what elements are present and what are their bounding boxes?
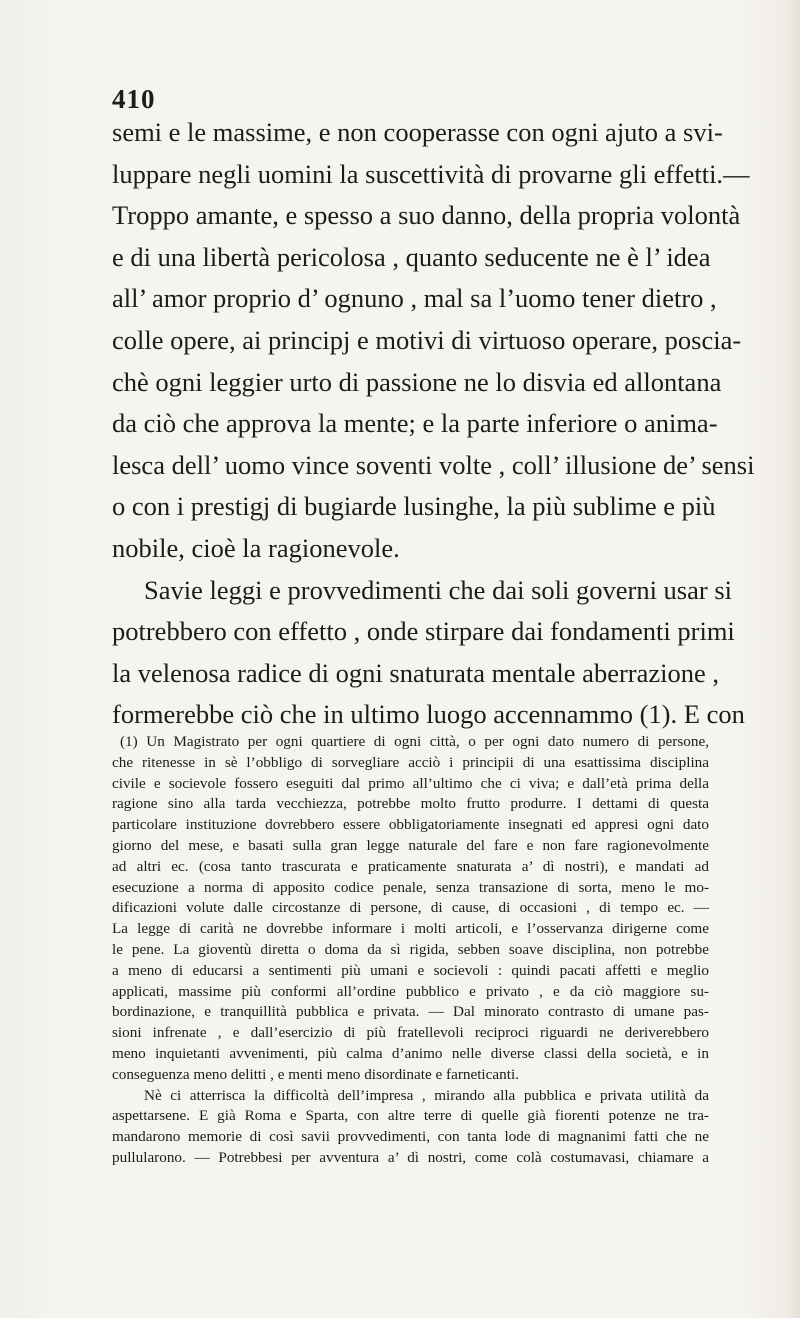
footnote-line: aspettarsene. E già Roma e Sparta, con altre terre di quelle già fiorenti potenze ne tra- bbox=[112, 1107, 709, 1125]
body-line: Savie leggi e provvedimenti che dai soli governi usar si bbox=[144, 574, 733, 605]
footnote-line: le pene. La gioventù diretta o doma da sì rigida, sebben soave disciplina, non potrebbe bbox=[112, 940, 709, 958]
footnote-line: (1) Un Magistrato per ogni quartiere di ogni città, o per ogni dato numero di persone, bbox=[120, 733, 709, 750]
footnote-line: mandarono memorie di così savii provvedimenti, con tanta lode di magnanimi fatti che ne bbox=[112, 1128, 709, 1146]
body-line: Troppo amante, e spesso a suo danno, della propria volontà bbox=[112, 200, 741, 231]
footnote-line: esecuzione a norma di apposito codice penale, senza transazione di sorta, meno le mo- bbox=[112, 878, 709, 896]
footnote-line: pullularono. — Potrebbesi per avventura a’ dì nostri, come colà costumavasi, chiamare a bbox=[112, 1148, 709, 1166]
page-gutter-shadow bbox=[786, 0, 800, 1318]
footnote-line: applicati, massime più conformi all’ordine pubblico e privato , e da ciò maggiore su- bbox=[112, 982, 709, 1000]
body-text bbox=[112, 112, 755, 736]
page-number: 410 bbox=[112, 84, 156, 114]
body-line: colle opere, ai principj e motivi di virtuoso operare, poscia- bbox=[112, 324, 742, 355]
body-line: potrebbero con effetto , onde stirpare dai fondamenti primi bbox=[112, 616, 735, 647]
footnote-line: conseguenza meno delitti , e menti meno disordinate e farneticanti. bbox=[112, 1065, 519, 1083]
footnote-line: ragione sino alla tarda vecchiezza, potrebbe molto frutto produrre. I dettami di questa bbox=[112, 795, 709, 813]
body-line: lesca dell’ uomo vince soventi volte , coll’ illusione de’ sensi bbox=[112, 449, 755, 480]
footnote-line: che ritenesse in sè l’obbligo di sorvegliare acciò i principii di una esattissima disciplina bbox=[112, 753, 709, 771]
body-line: nobile, cioè la ragionevole. bbox=[112, 532, 400, 563]
footnote-line: civile e socievole fossero eseguiti dal primo all’ultimo che ci viva; e dall’età prima della bbox=[112, 774, 709, 792]
body-line: o con i prestigj di bugiarde lusinghe, la più sublime e più bbox=[112, 491, 716, 522]
body-line: da ciò che approva la mente; e la parte inferiore o anima- bbox=[112, 408, 718, 439]
footnote-line: ad altri ec. (cosa tanto trascurata e praticamente snaturata a’ dì nostri), e mandati ad bbox=[112, 857, 709, 875]
body-line: luppare negli uomini la suscettività di provarne gli effetti.— bbox=[112, 158, 750, 189]
footnote-block bbox=[112, 732, 709, 1169]
body-line: chè ogni leggier urto di passione ne lo disvia ed allontana bbox=[112, 366, 722, 397]
footnote-line: meno inquietanti avvenimenti, più calma d’animo nelle diverse classi della società, e in bbox=[112, 1044, 709, 1062]
footnote-line: a meno di educarsi a sentimenti più umani e socievoli : quindi pacati affetti e meglio bbox=[112, 961, 709, 979]
body-line: semi e le massime, e non cooperasse con ogni ajuto a svi- bbox=[112, 117, 723, 147]
body-line: la velenosa radice di ogni snaturata mentale aberrazione , bbox=[112, 657, 720, 688]
footnote-line: sioni infrenate , e dall’esercizio di più fratellevoli reciproci riguardi ne deriverebbero bbox=[112, 1024, 709, 1042]
footnote-line: La legge di carità ne dovrebbe informare i molti articoli, e l’osservanza dirigerne come bbox=[112, 920, 709, 938]
body-line: e di una libertà pericolosa , quanto seducente ne è l’ idea bbox=[112, 241, 711, 272]
body-line: all’ amor proprio d’ ognuno , mal sa l’uomo tener dietro , bbox=[112, 283, 717, 314]
footnote-line: giorno del mese, e basati sulla gran legge naturale del fare e non fare ragionevolmente bbox=[112, 836, 709, 854]
body-line: formerebbe ciò che in ultimo luogo accennammo (1). E con bbox=[112, 699, 745, 730]
footnote-line: bordinazione, e tranquillità pubblica e privata. — Dal minorato contrasto di umane pas- bbox=[112, 1003, 709, 1021]
footnote-line: Nè ci atterrisca la difficoltà dell’impresa , mirando alla pubblica e privata utilità da bbox=[144, 1086, 709, 1104]
footnote-line: particolare instituzione dovrebbero essere obbligatoriamente insegnati ed appresi ogni dato bbox=[112, 816, 709, 834]
footnote-line: dificazioni volute dalle circostanze di persone, di cause, di occasioni , di tempo ec. — bbox=[112, 899, 709, 917]
